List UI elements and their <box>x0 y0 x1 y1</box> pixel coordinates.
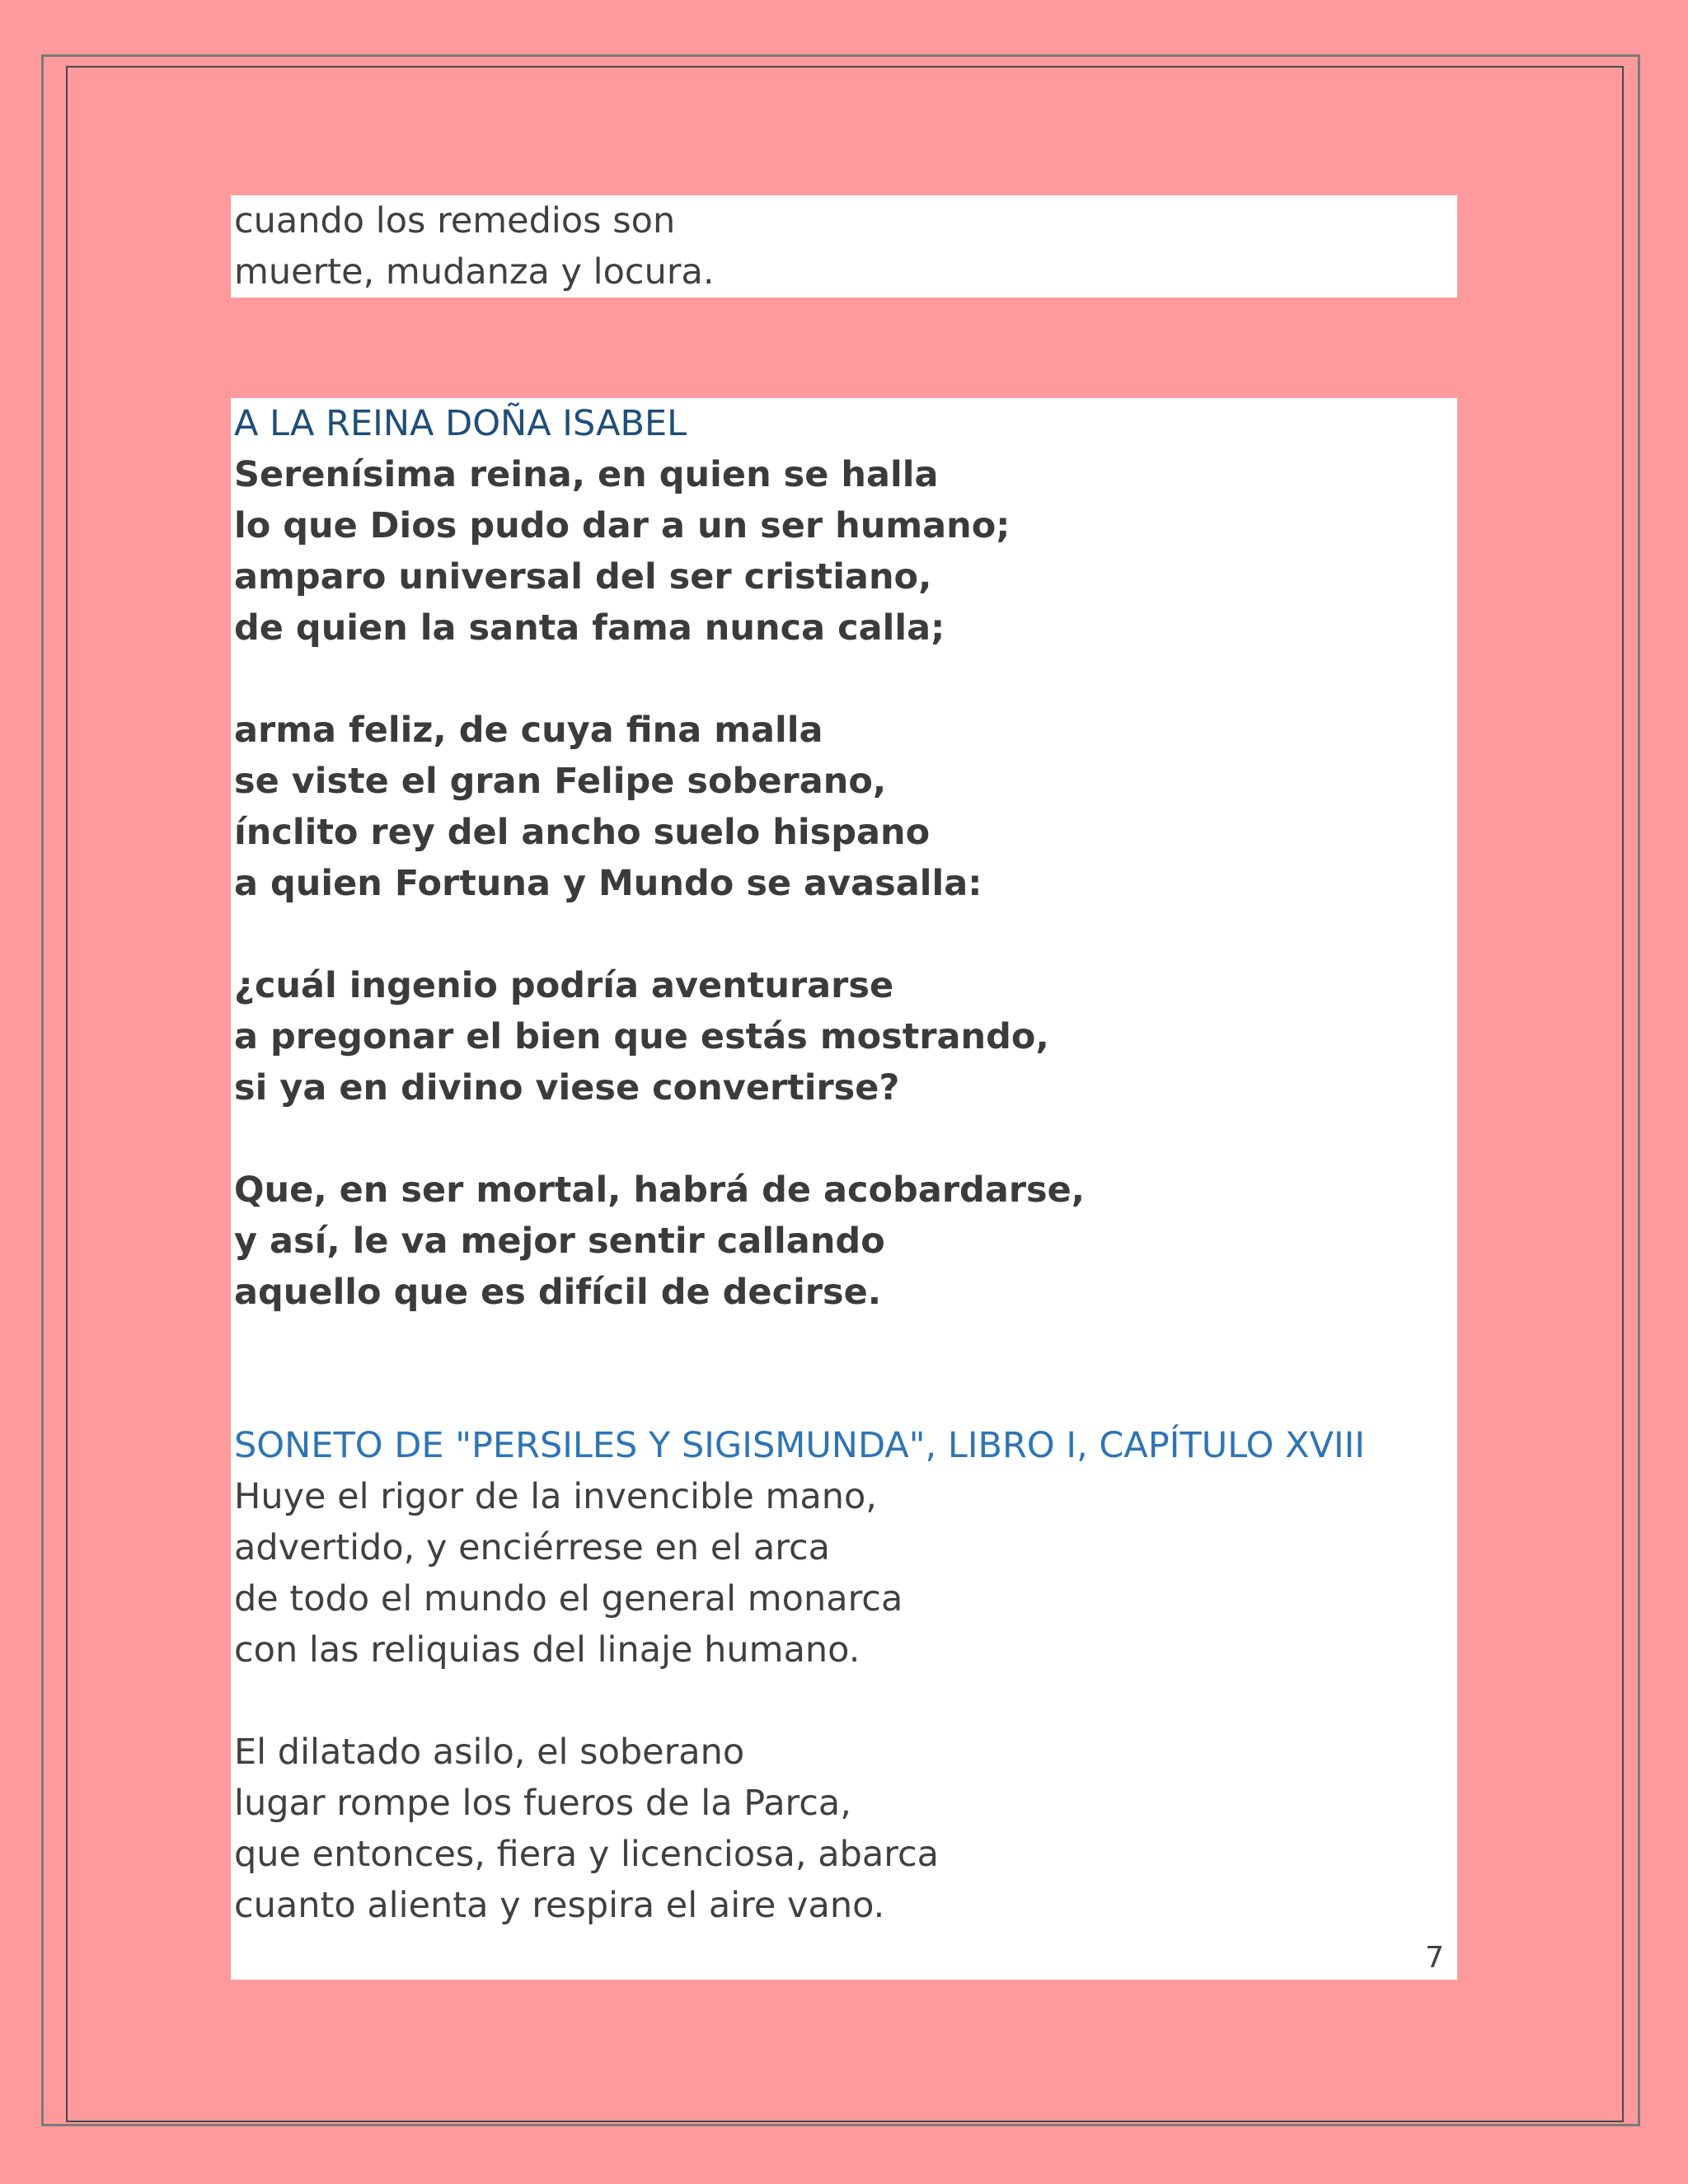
fragment-line: muerte, mudanza y locura. <box>234 251 715 293</box>
verse-line: se viste el gran Felipe soberano, <box>234 761 887 802</box>
poem-title: A LA REINA DOÑA ISABEL <box>234 403 687 444</box>
fragment-line: cuando los remedios son <box>234 200 676 241</box>
verse-line: El dilatado asilo, el soberano <box>234 1732 745 1773</box>
poem-title: SONETO DE "PERSILES Y SIGISMUNDA", LIBRO I, CAPÍTULO XVIII <box>234 1425 1366 1466</box>
verse-line: Serenísima reina, en quien se halla <box>234 454 939 495</box>
stanza <box>234 1165 1457 1318</box>
verse-line: si ya en divino viese convertirse? <box>234 1067 900 1108</box>
verse-line: de quien la santa fama nunca calla; <box>234 607 945 649</box>
verse-line: ínclito rey del ancho suelo hispano <box>234 812 931 853</box>
verse-line: lo que Dios pudo dar a un ser humano; <box>234 505 1010 546</box>
verse-line: lugar rompe los fueros de la Parca, <box>234 1783 851 1824</box>
verse-line: advertido, y enciérrese en el arca <box>234 1527 831 1568</box>
stanza <box>234 1727 1457 1931</box>
verse-line: ¿cuál ingenio podría aventurarse <box>234 965 894 1006</box>
verse-line: y así, le va mejor sentir callando <box>234 1221 885 1262</box>
verse-line: a pregonar el bien que estás mostrando, <box>234 1016 1049 1057</box>
stanza <box>234 960 1457 1113</box>
verse-line: amparo universal del ser cristiano, <box>234 556 932 598</box>
verse-line: de todo el mundo el general monarca <box>234 1578 903 1619</box>
stanza <box>234 449 1457 654</box>
verse-line: aquello que es difícil de decirse. <box>234 1272 882 1313</box>
verse-line: arma feliz, de cuya fina malla <box>234 710 823 751</box>
verse-line: con las reliquias del linaje humano. <box>234 1629 860 1671</box>
verse-line: a quien Fortuna y Mundo se avasalla: <box>234 863 982 904</box>
page-number: 7 <box>1425 1941 1444 1975</box>
verse-line: que entonces, fiera y licenciosa, abarca <box>234 1834 939 1875</box>
stanza <box>234 1471 1457 1675</box>
poems-text-box <box>231 398 1457 1980</box>
verse-line: Que, en ser mortal, habrá de acobardarse, <box>234 1169 1085 1211</box>
stanza <box>234 705 1457 909</box>
verse-line: Huye el rigor de la invencible mano, <box>234 1476 877 1517</box>
verse-line: cuanto alienta y respira el aire vano. <box>234 1885 885 1926</box>
fragment-text-box <box>231 195 1457 298</box>
